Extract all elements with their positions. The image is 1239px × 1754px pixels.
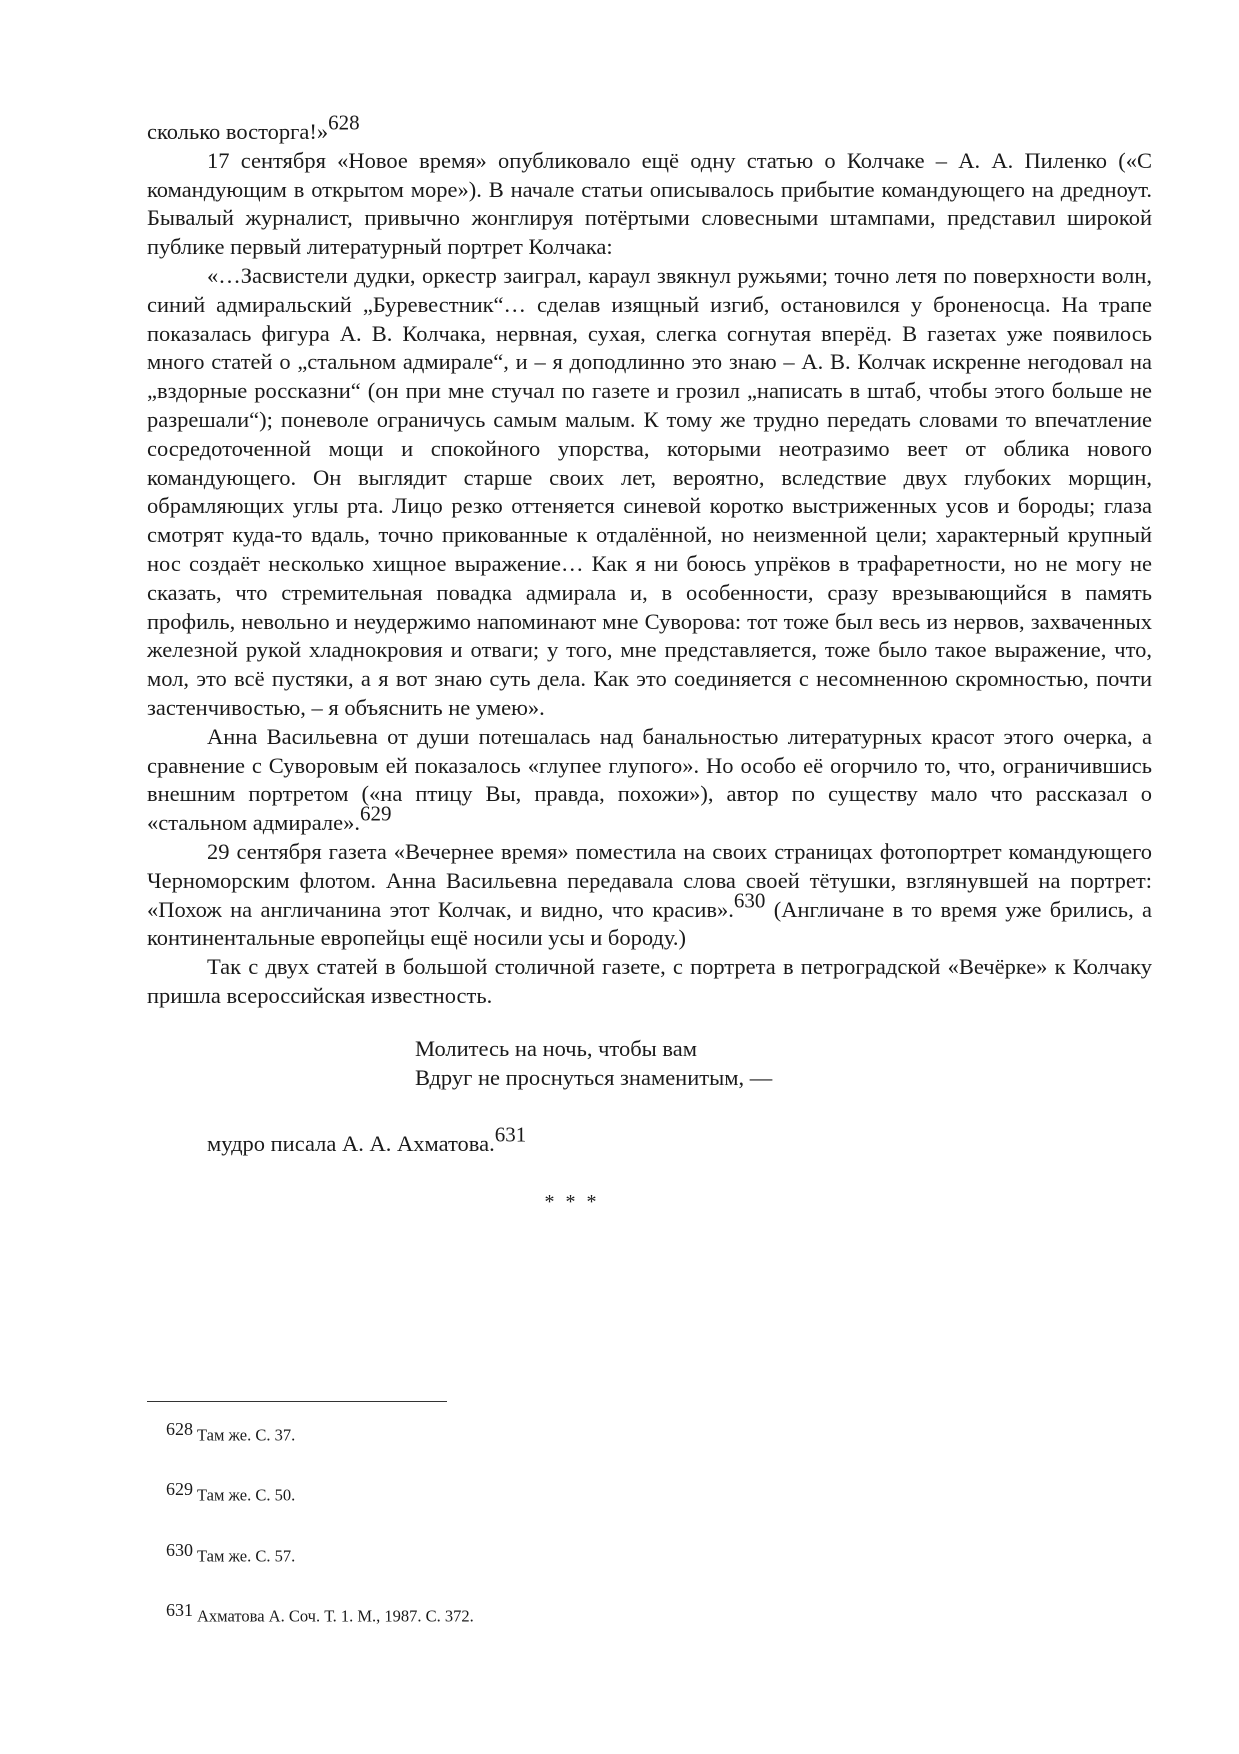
footnote-631 [166,1599,1066,1627]
footnote-ref-631[interactable]: 631 [494,1122,527,1147]
footnote-ref-630[interactable]: 630 [733,888,766,913]
paragraph-1-text: сколько восторга!» [147,119,329,144]
poem-line-1: Молитесь на ночь, чтобы вам [415,1035,697,1061]
paragraph-4-text: Анна Васильевна от души потешалась над банальностью литературных красот этого очерка, а сравнение с Суворовым ей показалось «глупее глупого». Но особо её огорчило то, что, ограничившись внешним портретом («на птицу Вы, правда, похожи»), автор по существу мало что рассказал о «стальном адмирале». [147,723,1152,836]
footnote-629 [166,1478,1066,1506]
paragraph-4 [147,723,1152,838]
footnotes [166,1418,1066,1660]
paragraph-5-text: 29 сентября газета «Вечернее время» поместила на своих страницах фотопортрет командующего Черноморским флотом. Анна Васильевна передавала слова своей тётушки, взглянувшей на портрет: «Похож на англичанина этот Колчак, и видно, что красив». [147,838,1152,922]
section-separator: * * * [544,1191,600,1214]
footnote-number: 628 [166,1419,193,1439]
poem-quote [415,1035,1152,1093]
paragraph-2: 17 сентября «Новое время» опубликовало ещё одну статью о Колчаке – А. А. Пиленко («С командующим в открытом море»). В начале статьи описывалось прибытие командующего на дредноут. Бывалый журналист, привычно жонглируя потёртыми словесными штампами, представил широкой публике первый литературный портрет Колчака: [147,147,1152,260]
poem-attribution [207,1122,1152,1159]
footnote-divider [147,1401,447,1402]
footnote-text: Там же. С. 57. [197,1546,296,1566]
footnote-text: Там же. С. 50. [197,1485,296,1505]
poem-line-2: Вдруг не проснуться знаменитым, — [415,1064,773,1090]
footnote-630 [166,1539,1066,1567]
poem-attribution-text: мудро писала А. А. Ахматова. [207,1131,495,1157]
paragraph-3-quote: «…Засвистели дудки, оркестр заиграл, караул звякнул ружьями; точно летя по поверхности волн, синий адмиральский „Буревестник“… сделав изящный изгиб, остановился у броненосца. На трапе показалась фигура А. В. Колчака, нервная, сухая, слегка согнутая вперёд. В газетах уже появилось много статей о „стальном адмирале“, и – я доподлинно это знаю – А. В. Колчак искренне негодовал на „вздорные россказни“ (он при мне стучал по газете и грозил „написать в штаб, чтобы этого больше не разрешали“); поневоле ограничусь самым малым. К тому же трудно передать словами то впечатление сосредоточенной мощи и спокойного упорства, которыми неотразимо веет от облика нового командующего. Он выглядит старше своих лет, вероятно, вследствие двух глубоких морщин, обрамляющих углы рта. Лицо резко оттеняется синевой коротко выстриженных усов и бороды; глаза смотрят куда-то вдаль, точно прикованные к отдалённой, но неизменной цели; характерный крупный нос создаёт несколько хищное выражение… Как я ни боюсь упрёков в трафаретности, но не могу не сказать, что стремительная повадка адмирала и, в особенности, сразу врезывающийся в память профиль, невольно и неудержимо напоминают мне Суворова: тот тоже был весь из нервов, захваченных железной рукой хладнокровия и отваги; у того, мне представляется, тоже было такое выражение, что, мол, это всё пустяки, а я вот знаю суть дела. Как это соединяется с несомненною скромностью, почти застенчивостью, – я объяснить не умею». [147,262,1152,720]
footnote-number: 630 [166,1539,193,1560]
footnote-number: 629 [166,1479,193,1500]
paragraph-5-tail: (Англичане в то время уже брились, а континентальные европейцы ещё носили усы и бороду.) [147,896,1152,951]
footnote-text: Там же. С. 37. [197,1425,296,1445]
footnote-number: 631 [166,1600,193,1621]
page-body [147,110,1152,1214]
paragraph-6: Так с двух статей в большой столичной газете, с портрета в петроградской «Вечёрке» к Колчаку пришла всероссийская известность. [147,954,1152,1008]
footnote-ref-628[interactable]: 628 [328,110,360,135]
footnote-628 [166,1418,1066,1446]
footnote-ref-629[interactable]: 629 [359,801,392,826]
paragraph-1 [147,110,1152,147]
paragraph-5 [147,838,1152,953]
footnote-text: Ахматова А. Соч. Т. 1. М., 1987. С. 372. [197,1606,474,1626]
